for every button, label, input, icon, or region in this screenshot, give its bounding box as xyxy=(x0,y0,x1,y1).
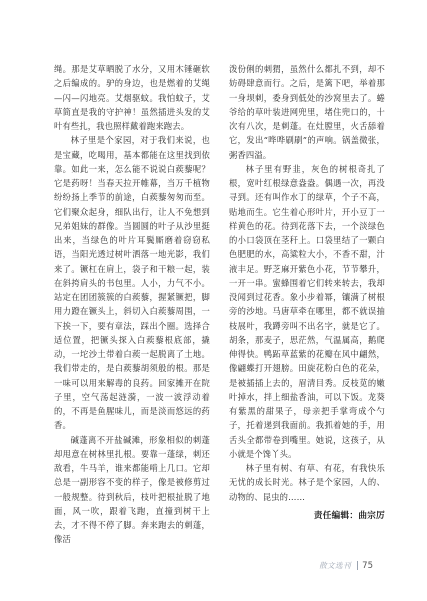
left-column xyxy=(54,62,210,547)
journal-name: 散文选刊 xyxy=(319,561,352,570)
footer-divider xyxy=(357,561,358,570)
page-number: 75 xyxy=(362,560,373,571)
paragraph: 林子里有野韭，灰色的树根奇扎了根，宽叶红根绿意盎盎。偶遇一次，再没寻到。还有叫作水丁的绿草，个子不高，贴地而生。它生着心形叶片，开小豆丁一样黄色的花。待到花落下去，一个淡绿色的小口袋顶在茎秆上。口袋里结了一颗白色肥肥的水，高粱粒大小，不香不甜，汁液丰足。野芝麻开紫色小花，节节攀升，一开一串。蜜蜂围着它们转来转去，我却没闻到过花香。象小步着幂，镶满了树根旁的沙地。马唐草牵在哪里，都不就误抽枝展叶，我蹲旁叫不出名字，就是它了。胡条，那麦子，思茫然，气温属高，鹅爬伸得快。鸭跖草蓝紫的花瓣在风中翩然，像翩蝶打开翅膀。田旋花粉白色的花朵，是被插插上去的，眉清目秀。反枝苋的嫩叶掉水，拌上细盐香油，可以下饭。龙葵有紫黑的甜果子，母亲把手掌弯成个勺子，托着递到我面前。我抓着她的手，用舌头全都带卷到嘴里。她说，这孩子，从小就是个馋丫头。 xyxy=(229,163,385,459)
editor-credit: 责任编辑：曲宗厉 xyxy=(313,511,385,521)
paragraph: 泼份俐的刺猬，虽然什么都扎不到，却不妨碍肆意而行。之后，是篱下吧，举着那一身坝刺，委身到低处的沙窝里去了。蜷爷给的草叶装进网兜里，堵住兜口的，十次有八次，是刺蓬。在灶膛里，火舌舔着它，发出“哗哗刷刷”的声响。锅盖微张，粥香四溢。 xyxy=(229,64,385,160)
paragraph: 绳。那是艾草晒脱了水分，又用木锤砸软之后编成的。驴的身边，也是燃着的艾绳—闪—闪地亮。艾烟驱蚊。我怕蚊子，艾草简直是我的守护神！虽然插进头发的艾叶有些扎，我也照样戴着跑来跑去。 xyxy=(54,64,210,131)
right-column xyxy=(229,62,385,504)
paragraph: 林子里是个家园，对于我们来说，也是宝藏，吃喝用，基本都能在这里找到依靠。如此一来，怎么能不说说白蒺藜呢？它是药呀！当春天拉开帷幕，当万千植物纷纷扬上季节的前途，白蒺藜匆匆而至。它们聚众起身，细队出行，让人不免想到兄弟姐妹的群像。当圆圆的叶子从沙里挺出来，当绿色的叶片耳鬓厮磨着窃窃私语，当阳光透过树叶洒落一地光影，我们来了。镢杠在肩上，袋子和干粮一起，装在斜挎肩头的书包里。人小，力气不小。站定在团团簇簇的白蒺藜，握紧镢把，脚用力蹬在镢头上，斜切入白蒺藜周围，一下挨一下，要有章法，踩出个圈。选择合适位置，把镢头探入白蒺藜根底部，撬动，一坨沙土带着白蒺一起脱离了土地。我们带走的，是白蒺藜胡须般的根。那是一味可以用来解毒的良药。回家摊开在院子里，空气荡起涟漪，一波一波浮动着的，不再是鱼腥味儿，而是淡而悠远的药香。 xyxy=(54,135,210,431)
page-footer xyxy=(319,560,373,571)
paragraph: 林子里有树、有草、有花，有我快乐无忧的成长时光。林子是个家园，人的、动物的、昆虫的…… xyxy=(229,463,385,502)
paragraph: 碱蓬离不开盐碱滩，形象相似的刺蓬却甩意在树林里扎根。要靠一蓬绿，刺还敌看，牛马羊，谁来都能啃上几口。它却总是一副形容不变的样子，像是被修剪过一般规整。待到秋后，枝叶把根扯脱了地面，风一吹，跟着飞跑，直撞到树干上去，才不得不停了脚。奔来跑去的刺蓬，像活 xyxy=(54,434,210,545)
